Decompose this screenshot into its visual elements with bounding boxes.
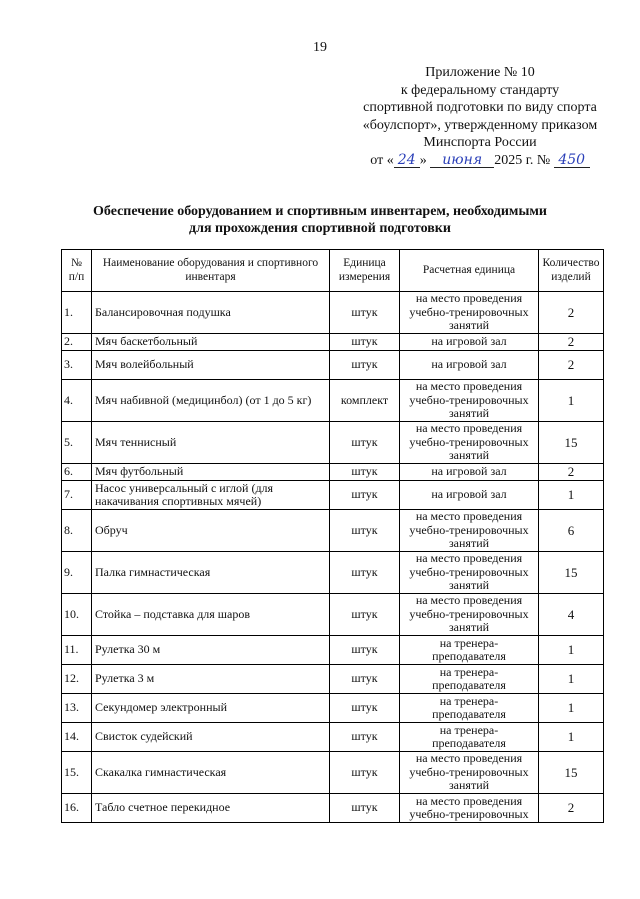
cell-calc: на место проведения учебно-тренировочных bbox=[400, 794, 539, 823]
cell-unit: штук bbox=[330, 292, 400, 334]
date-year: 2025 г. № bbox=[494, 152, 551, 168]
heading-line-2: для прохождения спортивной подготовки bbox=[189, 221, 451, 236]
table-row bbox=[62, 292, 604, 334]
cell-unit: штук bbox=[330, 552, 400, 594]
cell-qty: 2 bbox=[539, 334, 604, 351]
cell-name: Секундомер электронный bbox=[92, 694, 330, 723]
document-heading bbox=[0, 203, 640, 237]
appendix-standard-ref: к федеральному стандарту bbox=[400, 82, 560, 98]
table-row bbox=[62, 422, 604, 464]
table-row bbox=[62, 594, 604, 636]
table-row bbox=[62, 464, 604, 481]
table-row bbox=[62, 351, 604, 380]
appendix-date-line bbox=[330, 152, 630, 170]
col-header-calc: Расчетная единица bbox=[400, 250, 539, 292]
table-row bbox=[62, 794, 604, 823]
cell-name: Табло счетное перекидное bbox=[92, 794, 330, 823]
date-mid: » bbox=[419, 152, 427, 168]
cell-qty: 2 bbox=[539, 794, 604, 823]
cell-unit: комплект bbox=[330, 380, 400, 422]
cell-unit: штук bbox=[330, 636, 400, 665]
cell-calc: на игровой зал bbox=[400, 351, 539, 380]
appendix-title: Приложение № 10 bbox=[425, 65, 535, 80]
cell-name: Насос универсальный с иглой (для накачивания спортивных мячей) bbox=[92, 481, 330, 510]
cell-calc: на игровой зал bbox=[400, 464, 539, 481]
cell-calc: на игровой зал bbox=[400, 334, 539, 351]
cell-unit: штук bbox=[330, 594, 400, 636]
cell-unit: штук bbox=[330, 510, 400, 552]
cell-calc: на тренера-преподавателя bbox=[400, 723, 539, 752]
table-row bbox=[62, 723, 604, 752]
cell-number: 8. bbox=[62, 510, 92, 552]
table-row bbox=[62, 636, 604, 665]
cell-calc: на место проведения учебно-тренировочных занятий bbox=[400, 752, 539, 794]
cell-name: Рулетка 3 м bbox=[92, 665, 330, 694]
cell-number: 6. bbox=[62, 464, 92, 481]
cell-number: 7. bbox=[62, 481, 92, 510]
table-row bbox=[62, 552, 604, 594]
cell-calc: на место проведения учебно-тренировочных занятий bbox=[400, 380, 539, 422]
cell-qty: 2 bbox=[539, 351, 604, 380]
col-header-unit: Единица измерения bbox=[330, 250, 400, 292]
col-header-number: № п/п bbox=[62, 250, 92, 292]
table-row bbox=[62, 752, 604, 794]
cell-number: 11. bbox=[62, 636, 92, 665]
cell-qty: 2 bbox=[539, 464, 604, 481]
cell-unit: штук bbox=[330, 464, 400, 481]
cell-unit: штук bbox=[330, 723, 400, 752]
table-row bbox=[62, 665, 604, 694]
cell-unit: штук bbox=[330, 422, 400, 464]
cell-qty: 15 bbox=[539, 422, 604, 464]
cell-unit: штук bbox=[330, 334, 400, 351]
cell-number: 1. bbox=[62, 292, 92, 334]
cell-calc: на место проведения учебно-тренировочных занятий bbox=[400, 292, 539, 334]
cell-calc: на место проведения учебно-тренировочных занятий bbox=[400, 422, 539, 464]
table-row bbox=[62, 334, 604, 351]
cell-number: 15. bbox=[62, 752, 92, 794]
appendix-block bbox=[330, 64, 630, 170]
cell-number: 9. bbox=[62, 552, 92, 594]
cell-number: 5. bbox=[62, 422, 92, 464]
cell-name: Мяч баскетбольный bbox=[92, 334, 330, 351]
table-row bbox=[62, 510, 604, 552]
cell-unit: штук bbox=[330, 694, 400, 723]
order-number-handwritten: 450 bbox=[554, 153, 590, 168]
cell-unit: штук bbox=[330, 481, 400, 510]
cell-number: 4. bbox=[62, 380, 92, 422]
table-row bbox=[62, 481, 604, 510]
cell-qty: 4 bbox=[539, 594, 604, 636]
cell-name: Мяч набивной (медицинбол) (от 1 до 5 кг) bbox=[92, 380, 330, 422]
cell-unit: штук bbox=[330, 794, 400, 823]
cell-number: 12. bbox=[62, 665, 92, 694]
cell-qty: 1 bbox=[539, 636, 604, 665]
col-header-name: Наименование оборудования и спортивного инвентаря bbox=[92, 250, 330, 292]
cell-name: Палка гимнастическая bbox=[92, 552, 330, 594]
cell-qty: 15 bbox=[539, 752, 604, 794]
table-row bbox=[62, 694, 604, 723]
cell-name: Балансировочная подушка bbox=[92, 292, 330, 334]
cell-qty: 1 bbox=[539, 481, 604, 510]
cell-calc: на место проведения учебно-тренировочных занятий bbox=[400, 510, 539, 552]
cell-name: Мяч футбольный bbox=[92, 464, 330, 481]
cell-qty: 1 bbox=[539, 665, 604, 694]
cell-calc: на место проведения учебно-тренировочных занятий bbox=[400, 594, 539, 636]
cell-unit: штук bbox=[330, 351, 400, 380]
heading-line-1: Обеспечение оборудованием и спортивным инвентарем, необходимыми bbox=[93, 204, 547, 219]
cell-name: Свисток судейский bbox=[92, 723, 330, 752]
date-day-handwritten: 24 bbox=[394, 153, 420, 168]
cell-name: Мяч теннисный bbox=[92, 422, 330, 464]
cell-name: Мяч волейбольный bbox=[92, 351, 330, 380]
equipment-table bbox=[61, 249, 604, 823]
page-number: 19 bbox=[313, 40, 327, 55]
date-prefix: от « bbox=[370, 152, 394, 168]
cell-name: Обруч bbox=[92, 510, 330, 552]
appendix-ministry: Минспорта России bbox=[423, 135, 537, 151]
date-month-handwritten: июня bbox=[430, 153, 494, 168]
cell-unit: штук bbox=[330, 752, 400, 794]
cell-calc: на тренера-преподавателя bbox=[400, 665, 539, 694]
cell-number: 14. bbox=[62, 723, 92, 752]
cell-qty: 1 bbox=[539, 380, 604, 422]
cell-number: 16. bbox=[62, 794, 92, 823]
cell-calc: на место проведения учебно-тренировочных занятий bbox=[400, 552, 539, 594]
table-header-row bbox=[62, 250, 604, 292]
cell-qty: 6 bbox=[539, 510, 604, 552]
cell-number: 2. bbox=[62, 334, 92, 351]
cell-calc: на игровой зал bbox=[400, 481, 539, 510]
appendix-order-ref: «боулспорт», утвержденному приказом bbox=[362, 117, 598, 133]
cell-qty: 2 bbox=[539, 292, 604, 334]
cell-calc: на тренера-преподавателя bbox=[400, 694, 539, 723]
cell-number: 13. bbox=[62, 694, 92, 723]
cell-qty: 1 bbox=[539, 694, 604, 723]
cell-unit: штук bbox=[330, 665, 400, 694]
cell-name: Скакалка гимнастическая bbox=[92, 752, 330, 794]
appendix-sport-ref: спортивной подготовки по виду спорта bbox=[363, 100, 597, 116]
cell-qty: 15 bbox=[539, 552, 604, 594]
cell-number: 3. bbox=[62, 351, 92, 380]
cell-calc: на тренера-преподавателя bbox=[400, 636, 539, 665]
cell-qty: 1 bbox=[539, 723, 604, 752]
table-row bbox=[62, 380, 604, 422]
col-header-qty: Количество изделий bbox=[539, 250, 604, 292]
cell-name: Стойка – подставка для шаров bbox=[92, 594, 330, 636]
cell-number: 10. bbox=[62, 594, 92, 636]
cell-name: Рулетка 30 м bbox=[92, 636, 330, 665]
